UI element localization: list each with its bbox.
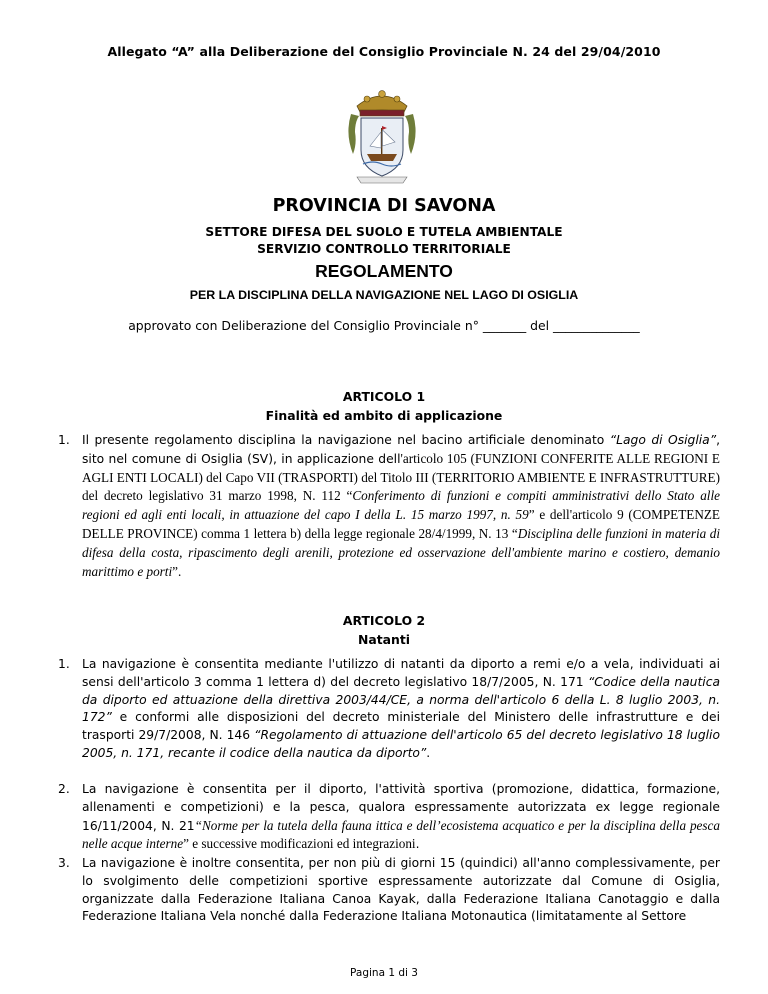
article-2-paragraph-2 (58, 781, 720, 854)
settore-block (0, 224, 768, 258)
article-1-subtitle: Finalità ed ambito di applicazione (265, 408, 503, 423)
allegato-header: Allegato “A” alla Deliberazione del Consiglio Provinciale N. 24 del 29/04/2010 (107, 44, 661, 59)
text-run-serif-italic: Disciplina delle funzioni in materia di difesa della costa, ripascimento degli arenili, protezione ed osservazione dell'ambiente marino e costiero, demanio marittimo e porti (82, 525, 720, 579)
paragraph-number: 2. (58, 782, 70, 796)
page-number: Pagina 1 di 3 (350, 967, 418, 979)
text-run: La navigazione è consentita mediante l'utilizzo di natanti da diporto a remi e/o a vela, individuati ai sensi dell'articolo 3 comma 1 lettera d) del decreto legislativo 18/7/2005, N. 171 (82, 657, 720, 689)
approval-line: approvato con Deliberazione del Consiglio Provinciale n° _______ del ______________ (128, 318, 640, 333)
text-run: . (415, 837, 420, 852)
article-1-title: ARTICOLO 1 (342, 389, 426, 404)
article-2-paragraph-3 (58, 855, 720, 926)
text-run-italic: “Lago di Osiglia” (609, 433, 717, 447)
paragraph-number: 1. (58, 657, 70, 671)
article-2-heading (0, 611, 768, 649)
text-run: La navigazione è inoltre consentita, per non più di giorni 15 (quindici) all'anno complessivamente, per lo svolgimento delle competizioni sportive espressamente autorizzate dal Comune di Osiglia, organizzate dalla Federazione Italiana Canoa Kayak, dalla Federazione Italiana Canotaggio e dalla Federazione Italiana Vela nonché dalla Federazione Italiana Motonautica (limitatamente al Settore (82, 856, 720, 924)
text-run-serif-italic: “Norme per la tutela della fauna ittica e dell’ecosistema acquatico e per la disciplina della pesca nelle acque interne (82, 817, 720, 852)
paragraph-number: 3. (58, 856, 70, 870)
article-2-paragraph-1 (58, 656, 720, 763)
article-1-heading (0, 387, 768, 425)
text-run-italic: “Regolamento di attuazione dell'articolo 65 del decreto legislativo 18 luglio 2005, n. 171, recante il codice della nautica da diporto” (82, 728, 720, 760)
article-2-subtitle: Natanti (357, 632, 410, 647)
text-run: , sito nel comune di Osiglia (SV), in applicazione dell (82, 433, 720, 466)
settore-line: SETTORE DIFESA DEL SUOLO E TUTELA AMBIENTALE (205, 225, 563, 239)
text-run: e conformi alle disposizioni del decreto ministeriale del Ministero delle infrastrutture e dei trasporti 29/7/2008, N. 146 (82, 710, 720, 743)
text-run-italic: “Codice della nautica da diporto ed attuazione della direttiva 2003/44/CE, a norma dell'articolo 6 della L. 8 luglio 2003, n. 172” (82, 674, 720, 725)
servizio-line: SERVIZIO CONTROLLO TERRITORIALE (257, 242, 511, 256)
paragraph-number: 1. (58, 433, 70, 447)
text-run: Il presente regolamento disciplina la navigazione nel bacino artificiale denominato (82, 433, 610, 447)
article-1-paragraph-1 (58, 432, 720, 581)
text-run-serif: ”. (172, 563, 182, 579)
coat-of-arms-icon (343, 84, 421, 184)
regolamento-title: REGOLAMENTO (315, 261, 453, 281)
regolamento-subtitle: PER LA DISCIPLINA DELLA NAVIGAZIONE NEL LAGO DI OSIGLIA (189, 288, 579, 302)
text-run-serif: ” e dell'articolo 9 (COMPETENZE DELLE PROVINCE) comma 1 lettera b) della legge regionale 28/4/1999, N. 13 “ (82, 507, 720, 541)
text-run: La navigazione è consentita per il diporto, l'attività sportiva (promozione, didattica, formazione, allenamenti e competizioni) e la pesca, qualora espressamente autorizzata ex legge regionale 16/11/2004, N. 21 (82, 782, 720, 833)
text-run-serif: ” e successive modificazioni ed integrazioni (183, 836, 416, 852)
text-run: . (426, 745, 431, 760)
article-2-title: ARTICOLO 2 (342, 613, 426, 628)
text-run-serif-italic: Conferimento di funzioni e compiti amministrativi dello Stato alle regioni ed agli enti locali, in attuazione del capo I della L. 15 marzo 1997, n. 59 (82, 488, 720, 523)
text-run-serif: 'articolo 105 (FUNZIONI CONFERITE ALLE REGIONI E AGLI ENTI LOCALI) del Capo VII (TRASPORTI) del Titolo III (TERRITORIO AMBIENTE E INFRASTRUTTURE) del decreto legislativo 31 marzo 1998, N. 112 “ (82, 450, 720, 504)
provincia-name: PROVINCIA DI SAVONA (272, 196, 496, 216)
